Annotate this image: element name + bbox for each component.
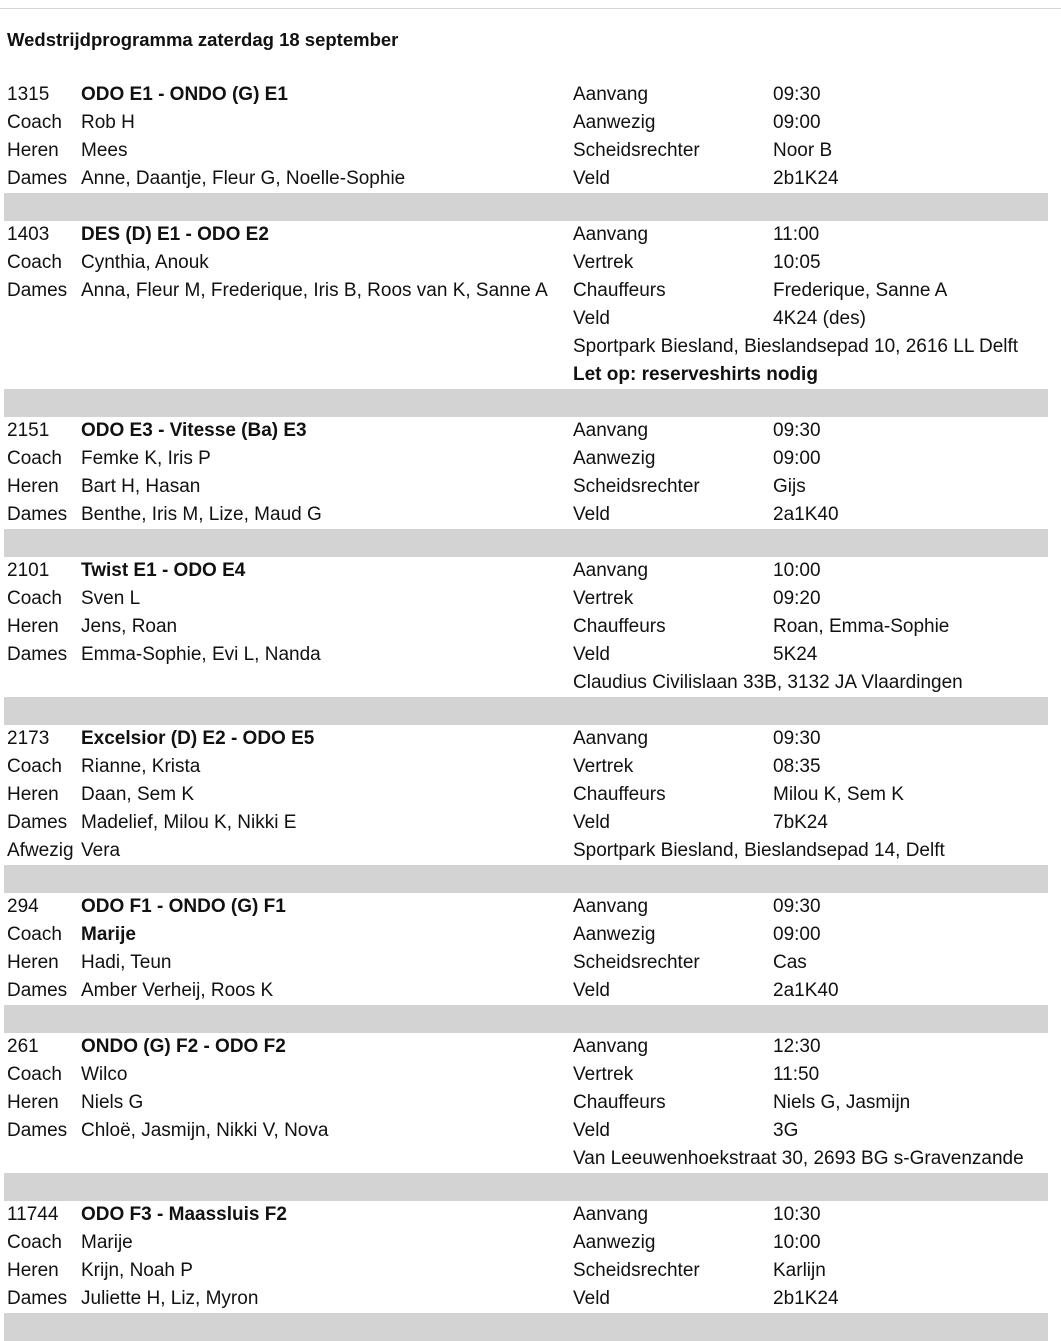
detail-value: Karlijn bbox=[773, 1260, 826, 1281]
detail-value: 2a1K40 bbox=[773, 504, 839, 525]
match-row bbox=[7, 333, 1044, 361]
match-block bbox=[7, 221, 1044, 389]
detail-value: 4K24 (des) bbox=[773, 308, 866, 329]
detail-value: 09:00 bbox=[773, 112, 821, 133]
match-row bbox=[7, 669, 1044, 697]
detail-value: 2b1K24 bbox=[773, 168, 839, 189]
row-label: Coach bbox=[7, 1232, 62, 1253]
detail-label: Veld bbox=[573, 308, 610, 329]
match-block bbox=[7, 1201, 1044, 1313]
match-row bbox=[7, 361, 1044, 389]
match-row bbox=[7, 1201, 1044, 1229]
row-value: ONDO (G) F2 - ODO F2 bbox=[81, 1036, 286, 1057]
row-label: Dames bbox=[7, 168, 68, 189]
detail-label: Scheidsrechter bbox=[573, 140, 700, 161]
match-separator bbox=[4, 389, 1048, 417]
detail-value: 12:30 bbox=[773, 1036, 821, 1057]
row-value: Amber Verheij, Roos K bbox=[81, 980, 274, 1001]
detail-label: Aanvang bbox=[573, 420, 649, 441]
detail-label: Veld bbox=[573, 168, 610, 189]
row-value: Anne, Daantje, Fleur G, Noelle-Sophie bbox=[81, 168, 406, 189]
match-row bbox=[7, 1033, 1044, 1061]
row-value: ODO F1 - ONDO (G) F1 bbox=[81, 896, 286, 917]
detail-value: 09:30 bbox=[773, 896, 821, 917]
detail-value: 10:00 bbox=[773, 1232, 821, 1253]
row-label: Coach bbox=[7, 252, 62, 273]
detail-label: Scheidsrechter bbox=[573, 476, 700, 497]
match-block bbox=[7, 725, 1044, 865]
match-row bbox=[7, 641, 1044, 669]
match-row bbox=[7, 221, 1044, 249]
detail-label: Aanvang bbox=[573, 224, 649, 245]
row-label: 11744 bbox=[7, 1204, 59, 1225]
row-value: DES (D) E1 - ODO E2 bbox=[81, 224, 269, 245]
match-separator bbox=[4, 697, 1048, 725]
detail-value: Niels G, Jasmijn bbox=[773, 1092, 911, 1113]
row-label: 294 bbox=[7, 896, 39, 917]
row-value: Benthe, Iris M, Lize, Maud G bbox=[81, 504, 322, 525]
match-separator bbox=[4, 1313, 1048, 1341]
row-value: ODO F3 - Maassluis F2 bbox=[81, 1204, 287, 1225]
row-label: Dames bbox=[7, 644, 68, 665]
match-row bbox=[7, 1117, 1044, 1145]
row-value: Mees bbox=[81, 140, 128, 161]
row-label: Heren bbox=[7, 952, 59, 973]
row-value: Femke K, Iris P bbox=[81, 448, 211, 469]
match-row bbox=[7, 1257, 1044, 1285]
detail-value: Noor B bbox=[773, 140, 833, 161]
row-value: Madelief, Milou K, Nikki E bbox=[81, 812, 297, 833]
detail-label: Aanwezig bbox=[573, 924, 656, 945]
match-row bbox=[7, 305, 1044, 333]
match-row bbox=[7, 417, 1044, 445]
match-row bbox=[7, 473, 1044, 501]
row-label: Coach bbox=[7, 756, 62, 777]
row-value: ODO E3 - Vitesse (Ba) E3 bbox=[81, 420, 307, 441]
row-value: ODO E1 - ONDO (G) E1 bbox=[81, 84, 288, 105]
detail-label: Chauffeurs bbox=[573, 280, 666, 301]
match-separator bbox=[4, 865, 1048, 893]
detail-value: 11:00 bbox=[773, 224, 820, 245]
row-label: Dames bbox=[7, 504, 68, 525]
row-value: Jens, Roan bbox=[81, 616, 178, 637]
match-separator bbox=[4, 193, 1048, 221]
match-row bbox=[7, 585, 1044, 613]
row-value: Rob H bbox=[81, 112, 135, 133]
detail-value: 09:20 bbox=[773, 588, 821, 609]
row-label: 1403 bbox=[7, 224, 50, 245]
detail-value: 2a1K40 bbox=[773, 980, 839, 1001]
detail-label: Vertrek bbox=[573, 252, 634, 273]
detail-label: Veld bbox=[573, 812, 610, 833]
match-row bbox=[7, 921, 1044, 949]
detail-label: Scheidsrechter bbox=[573, 952, 700, 973]
detail-value: 2b1K24 bbox=[773, 1288, 839, 1309]
row-label: Heren bbox=[7, 616, 59, 637]
detail-value: 5K24 bbox=[773, 644, 818, 665]
detail-label: Aanvang bbox=[573, 1204, 649, 1225]
detail-label: Aanvang bbox=[573, 84, 649, 105]
detail-label: Claudius Civilislaan 33B, 3132 JA Vlaardingen bbox=[573, 672, 963, 693]
detail-label: Veld bbox=[573, 980, 610, 1001]
match-row bbox=[7, 977, 1044, 1005]
row-value: Anna, Fleur M, Frederique, Iris B, Roos van K, Sanne A bbox=[81, 280, 548, 301]
row-value: Daan, Sem K bbox=[81, 784, 194, 805]
match-block bbox=[7, 81, 1044, 193]
match-separator bbox=[4, 1005, 1048, 1033]
detail-label: Chauffeurs bbox=[573, 1092, 666, 1113]
match-block bbox=[7, 1033, 1044, 1173]
row-value: Juliette H, Liz, Myron bbox=[81, 1288, 259, 1309]
detail-label: Veld bbox=[573, 504, 610, 525]
row-label: Dames bbox=[7, 812, 68, 833]
match-separator bbox=[4, 1173, 1048, 1201]
row-label: Coach bbox=[7, 588, 62, 609]
row-label: Coach bbox=[7, 924, 62, 945]
row-value: Wilco bbox=[81, 1064, 128, 1085]
detail-label: Veld bbox=[573, 1288, 610, 1309]
row-value: Marije bbox=[81, 924, 136, 945]
match-row bbox=[7, 893, 1044, 921]
match-row bbox=[7, 837, 1044, 865]
detail-value: 09:00 bbox=[773, 924, 821, 945]
row-label: Heren bbox=[7, 140, 59, 161]
match-row bbox=[7, 949, 1044, 977]
row-value: Krijn, Noah P bbox=[81, 1260, 193, 1281]
detail-value: Milou K, Sem K bbox=[773, 784, 904, 805]
row-value: Sven L bbox=[81, 588, 141, 609]
match-row bbox=[7, 1285, 1044, 1313]
match-block bbox=[7, 557, 1044, 697]
row-label: Heren bbox=[7, 784, 59, 805]
detail-label: Aanwezig bbox=[573, 112, 656, 133]
detail-value: 09:30 bbox=[773, 728, 821, 749]
detail-label: Vertrek bbox=[573, 1064, 634, 1085]
detail-value: 10:00 bbox=[773, 560, 821, 581]
row-label: Dames bbox=[7, 1120, 68, 1141]
match-row bbox=[7, 1061, 1044, 1089]
detail-value: 10:05 bbox=[773, 252, 821, 273]
match-row bbox=[7, 1089, 1044, 1117]
detail-label: Let op: reserveshirts nodig bbox=[573, 364, 818, 385]
row-value: Niels G bbox=[81, 1092, 144, 1113]
detail-value: 10:30 bbox=[773, 1204, 821, 1225]
row-label: 261 bbox=[7, 1036, 39, 1057]
match-row bbox=[7, 445, 1044, 473]
row-label: Dames bbox=[7, 980, 68, 1001]
row-label: Coach bbox=[7, 448, 62, 469]
match-row bbox=[7, 249, 1044, 277]
page-title: Wedstrijdprogramma zaterdag 18 september bbox=[7, 29, 399, 50]
detail-label: Veld bbox=[573, 1120, 610, 1141]
detail-label: Aanvang bbox=[573, 560, 649, 581]
detail-value: 09:30 bbox=[773, 84, 821, 105]
detail-label: Aanvang bbox=[573, 1036, 649, 1057]
match-row bbox=[7, 81, 1044, 109]
match-row bbox=[7, 109, 1044, 137]
match-row bbox=[7, 613, 1044, 641]
row-label: Coach bbox=[7, 112, 62, 133]
detail-value: 7bK24 bbox=[773, 812, 828, 833]
row-value: Chloë, Jasmijn, Nikki V, Nova bbox=[81, 1120, 329, 1141]
detail-value: Gijs bbox=[773, 476, 806, 497]
match-block bbox=[7, 417, 1044, 529]
row-value: Hadi, Teun bbox=[81, 952, 172, 973]
row-label: 2101 bbox=[7, 560, 50, 581]
row-value: Cynthia, Anouk bbox=[81, 252, 209, 273]
row-label: Dames bbox=[7, 280, 68, 301]
match-row bbox=[7, 781, 1044, 809]
detail-label: Aanwezig bbox=[573, 1232, 656, 1253]
row-value: Excelsior (D) E2 - ODO E5 bbox=[81, 728, 315, 749]
detail-label: Aanvang bbox=[573, 896, 649, 917]
top-divider bbox=[0, 8, 1061, 9]
detail-value: Roan, Emma-Sophie bbox=[773, 616, 950, 637]
detail-label: Chauffeurs bbox=[573, 616, 666, 637]
detail-label: Vertrek bbox=[573, 588, 634, 609]
match-block bbox=[7, 893, 1044, 1005]
match-programme bbox=[7, 81, 1044, 1341]
match-row bbox=[7, 137, 1044, 165]
row-label: 2151 bbox=[7, 420, 50, 441]
detail-value: 09:30 bbox=[773, 420, 821, 441]
detail-value: 11:50 bbox=[773, 1064, 820, 1085]
row-label: 1315 bbox=[7, 84, 50, 105]
detail-label: Veld bbox=[573, 644, 610, 665]
match-row bbox=[7, 277, 1044, 305]
detail-label: Aanvang bbox=[573, 728, 649, 749]
row-value: Emma-Sophie, Evi L, Nanda bbox=[81, 644, 321, 665]
match-row bbox=[7, 557, 1044, 585]
row-value: Bart H, Hasan bbox=[81, 476, 201, 497]
detail-label: Aanwezig bbox=[573, 448, 656, 469]
detail-value: Cas bbox=[773, 952, 807, 973]
row-value: Rianne, Krista bbox=[81, 756, 201, 777]
match-row bbox=[7, 165, 1044, 193]
detail-value: 3G bbox=[773, 1120, 799, 1141]
match-row bbox=[7, 501, 1044, 529]
detail-label: Scheidsrechter bbox=[573, 1260, 700, 1281]
row-value: Twist E1 - ODO E4 bbox=[81, 560, 246, 581]
detail-value: Frederique, Sanne A bbox=[773, 280, 948, 301]
match-row bbox=[7, 1145, 1044, 1173]
match-row bbox=[7, 1229, 1044, 1257]
row-label: Coach bbox=[7, 1064, 62, 1085]
detail-value: 09:00 bbox=[773, 448, 821, 469]
row-value: Vera bbox=[81, 840, 121, 861]
row-label: Afwezig bbox=[7, 840, 74, 861]
match-row bbox=[7, 753, 1044, 781]
row-label: Heren bbox=[7, 476, 59, 497]
row-value: Marije bbox=[81, 1232, 133, 1253]
row-label: Heren bbox=[7, 1092, 59, 1113]
detail-label: Vertrek bbox=[573, 756, 634, 777]
detail-value: 08:35 bbox=[773, 756, 821, 777]
match-separator bbox=[4, 529, 1048, 557]
detail-label: Sportpark Biesland, Bieslandsepad 14, Delft bbox=[573, 840, 945, 861]
detail-label: Chauffeurs bbox=[573, 784, 666, 805]
detail-label: Sportpark Biesland, Bieslandsepad 10, 2616 LL Delft bbox=[573, 336, 1019, 357]
detail-label: Van Leeuwenhoekstraat 30, 2693 BG s-Gravenzande bbox=[573, 1148, 1024, 1169]
row-label: Dames bbox=[7, 1288, 68, 1309]
row-label: 2173 bbox=[7, 728, 50, 749]
match-row bbox=[7, 809, 1044, 837]
row-label: Heren bbox=[7, 1260, 59, 1281]
match-row bbox=[7, 725, 1044, 753]
